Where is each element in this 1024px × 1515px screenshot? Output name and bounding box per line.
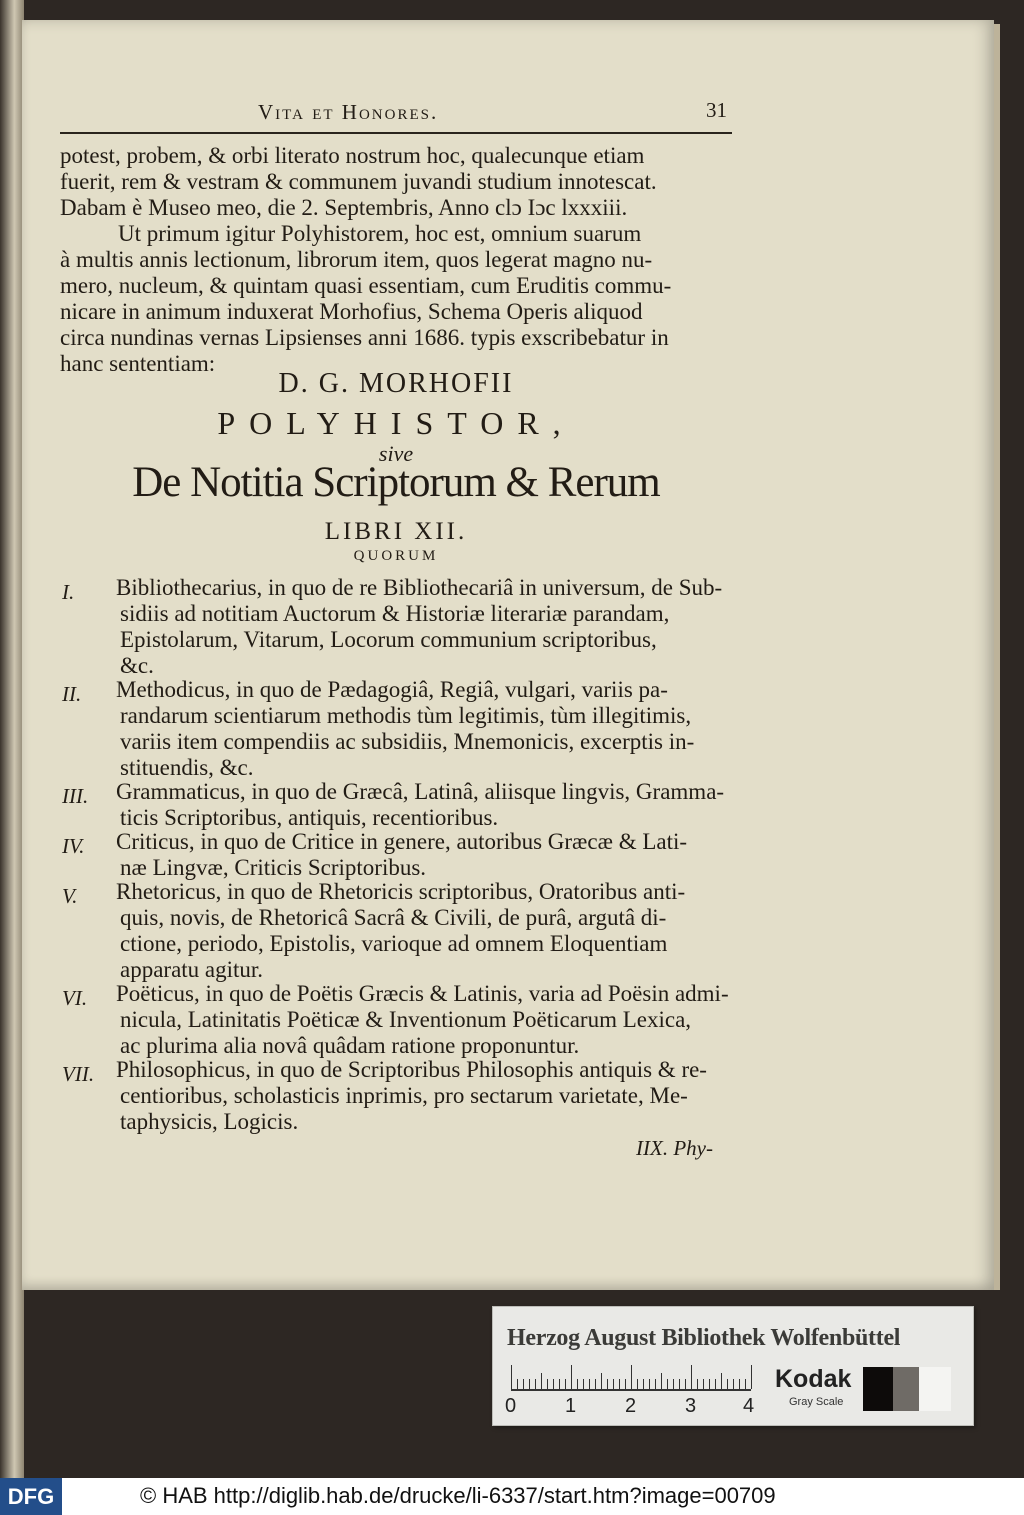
ruler-tick [529, 1379, 530, 1389]
white-swatch [919, 1367, 951, 1411]
book-numeral: VII. [62, 1062, 95, 1086]
ruler-tick [571, 1365, 572, 1389]
ruler-tick [583, 1379, 584, 1389]
ruler-label: 0 [505, 1395, 517, 1417]
ruler-tick [637, 1379, 638, 1389]
color-calibration-card [492, 1306, 974, 1426]
book-line: apparatu agitur. [120, 957, 264, 982]
text-line: Dabam è Museo meo, die 2. Septembris, Anno clɔ Iɔc lxxxiii. [60, 195, 628, 220]
ruler-tick [655, 1379, 656, 1389]
ruler-tick [733, 1379, 734, 1389]
header-rule [60, 132, 732, 134]
book-line: sidiis ad notitiam Auctorum & Historiæ literariæ parandam, [120, 601, 670, 626]
ruler-tick [745, 1379, 746, 1389]
book-line: stituendis, &c. [120, 755, 254, 780]
book-line: Poëticus, in quo de Poëtis Græcis & Latinis, varia ad Poësin admi- [116, 981, 729, 1006]
ruler-tick [589, 1379, 590, 1389]
book-line: næ Lingvæ, Criticis Scriptoribus. [120, 855, 427, 880]
book-numeral: III. [62, 784, 89, 808]
book-line: centioribus, scholasticis inprimis, pro sectarum varietate, Me- [120, 1083, 688, 1108]
footer-bar [0, 1478, 1024, 1515]
ruler-tick [577, 1379, 578, 1389]
ruler-label: 2 [625, 1395, 637, 1417]
libri-heading: LIBRI XII. [324, 518, 468, 545]
book-line: Grammaticus, in quo de Græcâ, Latinâ, aliisque lingvis, Gramma- [116, 779, 725, 804]
subtitle: De Notitia Scriptorum & Rerum [132, 459, 660, 506]
book-numeral: IV. [62, 834, 85, 858]
ruler-tick [553, 1379, 554, 1389]
book-numeral: I. [62, 580, 75, 604]
ruler-tick [685, 1379, 686, 1389]
text-line: fuerit, rem & vestram & communem juvandi studium innotescat. [60, 169, 657, 194]
book-line: quis, novis, de Rhetoricâ Sacrâ & Civili, de purâ, argutâ di- [120, 905, 667, 930]
gray-scale-label: Gray Scale [789, 1396, 844, 1408]
text-line: potest, probem, & orbi literato nostrum hoc, qualecunque etiam [60, 143, 645, 168]
ruler-label: 4 [743, 1395, 755, 1417]
book-line: Methodicus, in quo de Pædagogiâ, Regiâ, vulgari, variis pa- [116, 677, 668, 702]
book-line: randarum scientiarum methodis tùm legitimis, tùm illegitimis, [120, 703, 692, 728]
text-line: hanc sententiam: [60, 351, 216, 376]
ruler-tick [517, 1379, 518, 1389]
ruler-tick [703, 1379, 704, 1389]
copyright-text: © HAB http://diglib.hab.de/drucke/li-6337/start.htm?image=00709 [140, 1483, 776, 1508]
ruler-tick [649, 1379, 650, 1389]
ruler-tick [661, 1373, 662, 1389]
quorum-heading: QUORUM [353, 548, 439, 564]
ruler-tick [565, 1379, 566, 1389]
ruler-tick [595, 1379, 596, 1389]
ruler-tick [709, 1379, 710, 1389]
black-swatch [863, 1367, 893, 1411]
ruler-tick [619, 1379, 620, 1389]
ruler-tick [607, 1379, 608, 1389]
page-edge-shadow [994, 24, 1000, 1290]
ruler-tick [679, 1379, 680, 1389]
ruler-tick [739, 1379, 740, 1389]
book-line: ac plurima alia novâ quâdam ratione proponuntur. [120, 1033, 580, 1058]
ruler-label: 1 [565, 1395, 577, 1417]
ruler-tick [727, 1379, 728, 1389]
ruler-tick [697, 1379, 698, 1389]
ruler-tick [559, 1379, 560, 1389]
ruler-label: 3 [685, 1395, 697, 1417]
book-line: Bibliothecarius, in quo de re Bibliothecariâ in universum, de Sub- [116, 575, 723, 600]
running-title: Vita et Honores. [258, 100, 439, 124]
kodak-logo: Kodak [775, 1365, 852, 1393]
book-line: nicula, Latinitatis Poëticæ & Inventionum Poëticarum Lexica, [120, 1007, 692, 1032]
ruler-tick [535, 1379, 536, 1389]
ruler-tick [541, 1373, 542, 1389]
book-numeral: II. [62, 682, 82, 706]
previous-page-edge [0, 0, 24, 1478]
work-title: POLYHISTOR, [217, 405, 575, 441]
ruler-tick [523, 1379, 524, 1389]
ruler-tick [721, 1373, 722, 1389]
ruler-tick [625, 1379, 626, 1389]
gray-swatch [893, 1367, 919, 1411]
sive-word: sive [378, 441, 414, 466]
book-numeral: VI. [62, 986, 88, 1010]
author-heading: D. G. MORHOFII [278, 368, 514, 399]
ruler-tick [673, 1379, 674, 1389]
book-numeral: V. [62, 884, 78, 908]
text-line: à multis annis lectionum, librorum item, quos legerat magno nu- [60, 247, 653, 272]
ruler-tick [667, 1379, 668, 1389]
ruler-tick [601, 1373, 602, 1389]
ruler-tick [613, 1379, 614, 1389]
book-line: Philosophicus, in quo de Scriptoribus Philosophis antiquis & re- [116, 1057, 707, 1082]
book-line: Criticus, in quo de Critice in genere, autoribus Græcæ & Lati- [116, 829, 688, 854]
book-line: taphysicis, Logicis. [120, 1109, 299, 1134]
catchword: IIX. Phy- [636, 1136, 713, 1160]
ruler-tick [715, 1379, 716, 1389]
measurement-ruler [511, 1365, 751, 1391]
text-line: mero, nucleum, & quintam quasi essentiam, cum Eruditis commu- [60, 273, 672, 298]
book-line: Rhetoricus, in quo de Rhetoricis scriptoribus, Oratoribus anti- [116, 879, 686, 904]
book-line: ticis Scriptoribus, antiquis, recentioribus. [120, 805, 499, 830]
book-line: Epistolarum, Vitarum, Locorum communium scriptoribus, [120, 627, 657, 652]
page-number: 31 [706, 98, 727, 122]
book-line: variis item compendiis ac subsidiis, Mnemonicis, excerptis in- [120, 729, 695, 754]
ruler-tick [547, 1379, 548, 1389]
ruler-tick [631, 1365, 632, 1389]
book-line: ctione, periodo, Epistolis, varioque ad omnem Eloquentiam [120, 931, 668, 956]
ruler-tick [691, 1365, 692, 1389]
book-line: &c. [120, 653, 154, 678]
ruler-tick [751, 1365, 752, 1389]
dfg-logo: DFG [0, 1478, 62, 1515]
text-line: circa nundinas vernas Lipsienses anni 1686. typis exscribebatur in [60, 325, 669, 350]
text-line: Ut primum igitur Polyhistorem, hoc est, omnium suarum [118, 221, 642, 246]
text-line: nicare in animum induxerat Morhofius, Schema Operis aliquod [60, 299, 643, 324]
institution-name: Herzog August Bibliothek Wolfenbüttel [507, 1325, 901, 1351]
ruler-tick [643, 1379, 644, 1389]
ruler-tick [511, 1365, 512, 1389]
